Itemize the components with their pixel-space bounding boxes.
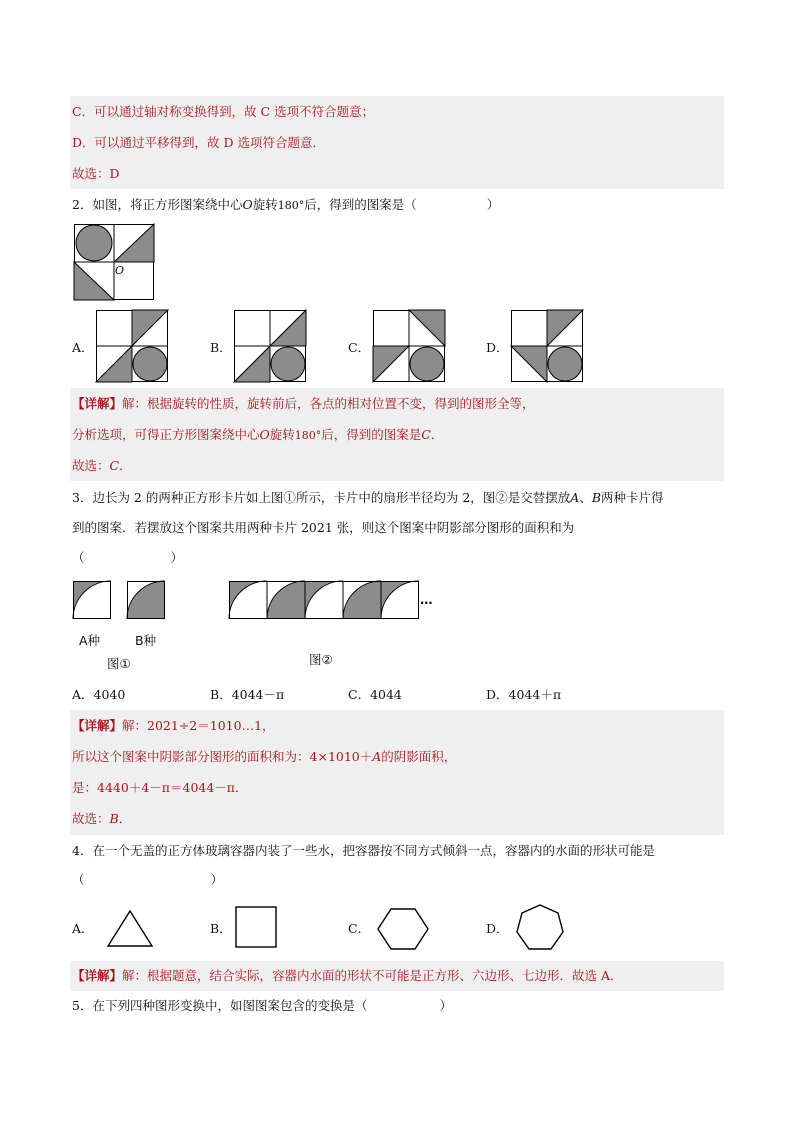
q2-detail-choice <box>72 458 132 474</box>
q3-stem-bracket <box>72 550 183 566</box>
q3-option-d[interactable]: D．4044＋π <box>486 687 562 702</box>
q2-choice-end: ． <box>119 458 132 473</box>
prev-answer-line-c: C．可以通过轴对称变换得到，故 C 选项不符合题意； <box>72 104 375 119</box>
q4-option-d-label[interactable]: D． <box>486 921 509 936</box>
q2-choice-val: C <box>109 458 120 473</box>
q4-option-b-square[interactable] <box>235 906 277 948</box>
q2-option-b-label[interactable]: B． <box>210 340 232 355</box>
q3-stem-line2: 到的图案．若摆放这个图案共用两种卡片 2021 张，则这个图案中阴影部分图形的面积和为 <box>72 520 575 535</box>
q3-choice-text: 故选： <box>72 811 110 826</box>
q3-detail-line2-pre: 所以这个图案中阴影部分图形的面积和为： <box>72 749 310 764</box>
q2-detail-text1: 解：根据旋转的性质，旋转前后，各点的相对位置不变，得到的图形全等， <box>122 396 535 411</box>
q2-stem-post: 后，得到的图案是（ <box>304 197 417 212</box>
q2-option-c-label[interactable]: C． <box>348 340 371 355</box>
q3-detail-line3-pre: 是： <box>72 780 98 795</box>
q2-stem-rot: 旋转 <box>252 197 278 212</box>
q4-detail-tag: 【详解】 <box>72 968 123 983</box>
q5-stem-close: ） <box>439 998 452 1013</box>
q3-card-b-label: B种 <box>135 633 157 648</box>
prev-answer-choice: 故选：D <box>72 166 120 181</box>
q3-stem-sep: 、 <box>579 490 592 505</box>
q4-bracket-open: （ <box>72 872 85 887</box>
q4-detail-line <box>72 968 623 984</box>
q2-stem-o: O <box>242 197 253 212</box>
q4-detail-text: 解：根据题意，结合实际，容器内水面的形状不可能是正方形、六边形、七边形．故选 A． <box>122 968 623 983</box>
q2-stem-pre: 2．如图，将正方形图案绕中心 <box>72 197 243 212</box>
q2-option-a-label[interactable]: A． <box>72 340 94 355</box>
q3-fig2-strip <box>229 581 419 619</box>
q3-detail-text1: 解：2021÷2＝1010…1， <box>122 718 275 733</box>
q2-original-figure <box>74 224 154 300</box>
q2-detail-line2-rot: 旋转 <box>269 427 295 442</box>
q5-stem-text: 5．在下列四种图形变换中，如图图案包含的变换是（ <box>72 998 368 1013</box>
q2-detail-line2-end: ． <box>430 427 444 442</box>
q4-option-b-label[interactable]: B． <box>210 921 232 936</box>
q3-bracket-open: （ <box>72 550 85 565</box>
q3-fig2-ellipsis: … <box>420 592 433 607</box>
q3-detail-line2-a: A <box>372 749 382 764</box>
q3-detail-choice <box>72 811 131 827</box>
q3-detail-line3 <box>72 780 248 796</box>
q2-detail-tag: 【详解】 <box>72 396 123 411</box>
q3-option-a[interactable]: A．4040 <box>72 687 126 702</box>
q3-stem-line1 <box>72 490 664 506</box>
q3-bracket-close: ） <box>170 550 184 565</box>
q3-option-b[interactable]: B．4044－π <box>210 687 285 702</box>
q3-fig1-label: 图① <box>107 656 131 671</box>
q4-option-a-triangle[interactable] <box>106 909 154 949</box>
q2-stem-close: ） <box>486 197 500 212</box>
q4-option-c-hexagon[interactable] <box>377 908 429 950</box>
q3-choice-val: B <box>109 811 119 826</box>
q2-option-b-figure[interactable] <box>234 310 306 382</box>
q4-stem-line1: 4．在一个无盖的正方体玻璃容器内装了一些水，把容器按不同方式倾斜一点，容器内的水面的形状可能是 <box>72 843 655 858</box>
q3-choice-end: ． <box>118 811 132 826</box>
q2-detail-line2-pre: 分析选项，可得正方形图案绕中心 <box>72 427 260 442</box>
q4-option-a-label[interactable]: A． <box>72 921 94 936</box>
q5-stem <box>72 998 452 1014</box>
q2-choice-text: 故选： <box>72 458 110 473</box>
q2-detail-line2-post: 后，得到的图案是 <box>321 427 422 442</box>
q3-fig2-label: 图② <box>309 652 333 667</box>
q3-stem-a: A <box>570 490 580 505</box>
q2-detail-line2-o: O <box>259 427 270 442</box>
q4-stem-bracket <box>72 872 223 888</box>
q3-detail-line2 <box>72 749 456 765</box>
prev-answer-line-d: D．可以通过平移得到，故 D 选项符合题意． <box>72 135 325 150</box>
q3-stem-b: B <box>591 490 602 505</box>
q3-detail-line2-post: 的阴影面积， <box>381 749 457 764</box>
q2-detail-line2-deg: 180° <box>294 429 322 442</box>
q3-detail-line2-expr: 4×1010＋ <box>309 749 373 764</box>
q2-detail-line1 <box>72 396 535 412</box>
q2-option-d-label[interactable]: D． <box>486 340 509 355</box>
q2-option-d-figure[interactable] <box>511 310 583 382</box>
q2-stem <box>72 197 499 214</box>
q3-card-a-label: A种 <box>79 633 101 648</box>
q2-option-a-figure[interactable] <box>96 310 168 382</box>
q3-detail-line3-expr: 4440＋4－π＝4044－π． <box>97 780 248 795</box>
q4-option-c-label[interactable]: C． <box>348 921 371 936</box>
q3-card-a-figure <box>73 581 111 619</box>
q3-option-c[interactable]: C．4044 <box>348 687 402 702</box>
q3-detail-tag: 【详解】 <box>72 718 123 733</box>
q3-stem-line1-post: 两种卡片得 <box>601 490 664 505</box>
q3-card-b-figure <box>127 581 165 619</box>
q4-option-d-heptagon[interactable] <box>515 903 565 953</box>
q2-stem-deg: 180° <box>277 199 305 212</box>
q2-detail-line2-c: C <box>421 427 431 442</box>
q2-detail-line2 <box>72 427 443 444</box>
q3-detail-line1 <box>72 718 275 734</box>
q2-option-c-figure[interactable] <box>373 310 445 382</box>
q3-stem-line1-pre: 3．边长为 2 的两种正方形卡片如上图①所示，卡片中的扇形半径均为 2，图②是交替摆放 <box>72 490 571 505</box>
q2-figure-label-o: O <box>115 264 125 277</box>
q4-bracket-close: ） <box>210 872 224 887</box>
